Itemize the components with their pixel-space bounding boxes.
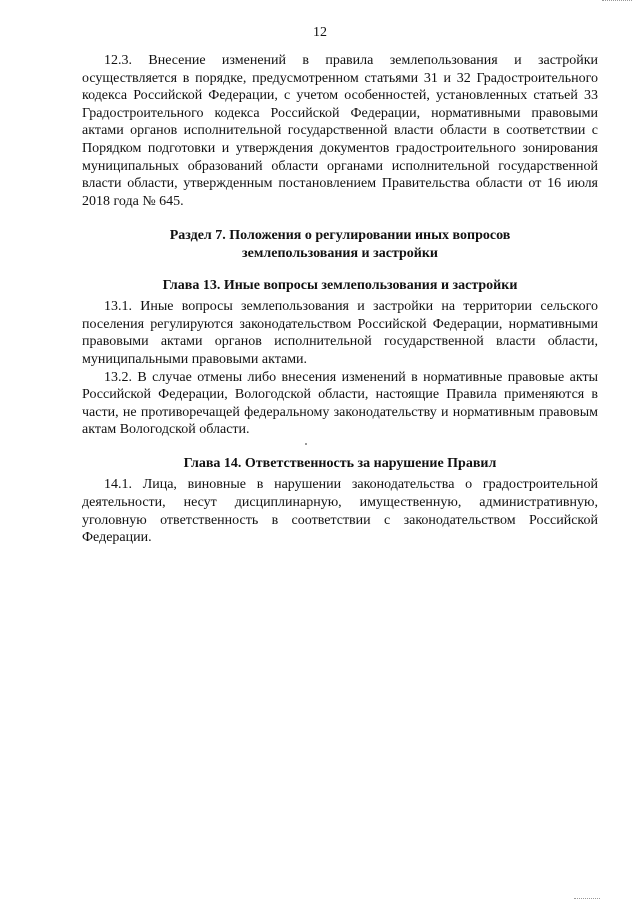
chapter-14-heading: Глава 14. Ответственность за нарушение Правил [183,455,497,471]
section-7-heading [82,227,598,262]
paragraph-14-1: 14.1. Лица, виновные в нарушении законодательства о градостроительной деятельности, несут дисциплинарную, имущественную, административную, уголовную ответственность в соответствии с законодательством Российской Федерации. [82,477,598,546]
page-number: 12 [313,25,327,40]
document-body [82,52,598,547]
section-7-heading-line-1: Раздел 7. Положения о регулировании иных вопросов [169,228,511,244]
scan-speck [305,443,307,445]
paragraph-13-2: 13.2. В случае отмены либо внесения изменений в нормативные правовые акты Российской Федерации, Вологодской области, настоящие Правила применяются в части, не противоречащей федеральному законодательству и нормативным правовым актам Вологодской области. [82,369,598,438]
paragraph-12-3: 12.3. Внесение изменений в правила землепользования и застройки осуществляется в порядке, предусмотренном статьями 31 и 32 Градостроительного кодекса Российской Федерации, с учетом особенностей, установленных статьей 33 Градостроительного кодекса Российской Федерации, нормативными правовыми актами органов исполнительной государственной власти области в соответствии с Порядком подготовки и утверждения документов градостроительного зонирования муниципальных образований области органами исполнительной государственной власти области, утвержденным постановлением Правительства области от 16 июля 2018 года № 645. [82,53,598,209]
scan-artifact [602,0,632,4]
chapter-13-heading: Глава 13. Иные вопросы землепользования и застройки [162,277,518,293]
paragraph-13-1: 13.1. Иные вопросы землепользования и застройки на территории сельского поселения регулируются законодательством Российской Федерации, нормативными правовыми актами органов исполнительной государственной власти области, муниципальными правовыми актами. [82,299,598,367]
section-7-heading-line-2: землепользования и застройки [242,245,438,261]
scan-artifact [574,895,600,899]
